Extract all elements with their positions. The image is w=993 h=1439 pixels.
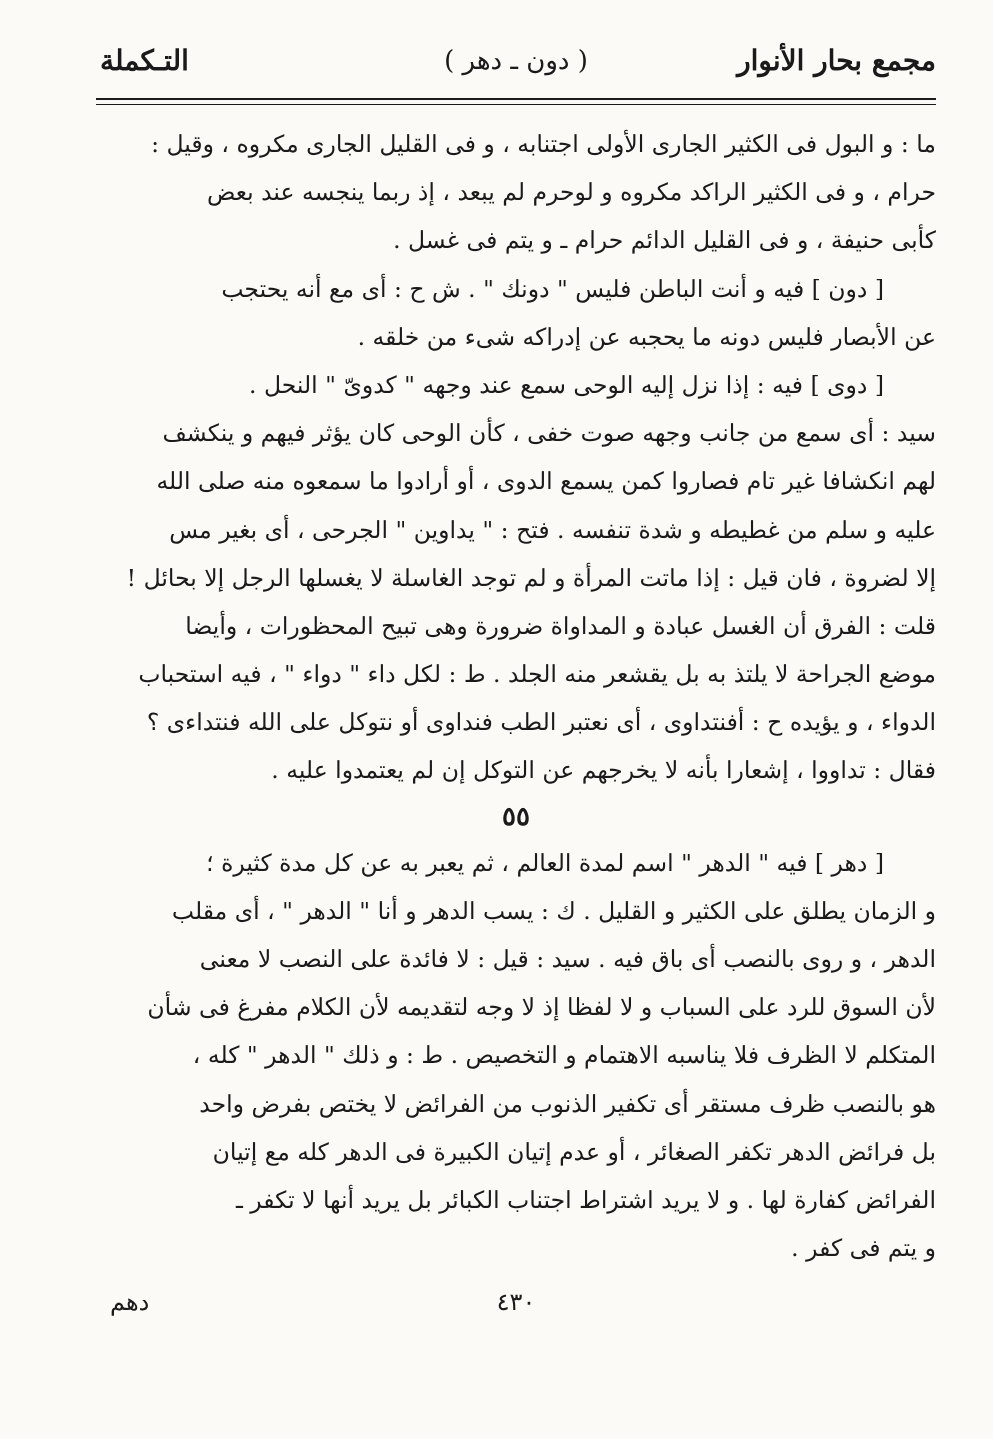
page-footer [96,1288,936,1328]
text-line: كأبى حنيفة ، و فى القليل الدائم حرام ـ و يتم فى غسل . [393,226,936,255]
text-line: عن الأبصار فليس دونه ما يحجبه عن إدراكه شىء من خلقه . [357,322,936,351]
header-entry-range: ( دون ـ دهر ) [444,46,588,76]
text-line: بل فرائض الدهر تكفر الصغائر ، أو عدم إتيان الكبيرة فى الدهر كله مع إتيان [212,1137,936,1166]
entry-start-line: [ دوى ] فيه : إذا نزل إليه الوحى سمع عند وجهه " كدوىّ " النحل . [249,370,884,399]
catchword: دهم [110,1288,150,1316]
text-line: حرام ، و فى الكثير الراكد مكروه و لوحرم لم يبعد ، إذ ربما ينجسه عند بعض [206,178,936,207]
header-rule-thick [96,98,936,100]
text-line: هو بالنصب ظرف مستقر أى تكفير الذنوب من الفرائض لا يختص بفرض واحد [199,1089,936,1118]
text-line: الدواء ، و يؤيده ح : أفنتداوى ، أى نعتبر الطب فنداوى أو نتوكل على الله فنتداءى ؟ [146,708,936,737]
page-body [96,120,936,1272]
text-line: فقال : تداووا ، إشعارا بأنه لا يخرجهم عن التوكل إن لم يعتمدوا عليه . [271,756,936,785]
text-line: المتكلم لا الظرف فلا يناسبه الاهتمام و التخصيص . ط : و ذلك " الدهر " كله ، [192,1041,936,1070]
entry-start-line: [ دون ] فيه و أنت الباطن فليس " دونك " . ش ح : أى مع أنه يحتجب [221,274,884,303]
text-line: الفرائض كفارة لها . و لا يريد اشتراط اجتناب الكبائر بل يريد أنها لا تكفر ـ [235,1185,936,1214]
text-line: الدهر ، و روى بالنصب أى باق فيه . سيد : قيل : لا فائدة على النصب لا معنى [199,945,936,973]
text-line: ما : و البول فى الكثير الجارى الأولى اجتنابه ، و فى القليل الجارى مكروه ، وقيل : [151,130,936,158]
header-section: التـكملة [100,44,189,77]
text-line: إلا لضروة ، فان قيل : إذا ماتت المرأة و لم توجد الغاسلة لا يغسلها الرجل إلا بحائل ! [126,563,936,592]
text-line: عليه و سلم من غطيطه و شدة تنفسه . فتح : " يداوين " الجرحى ، أى بغير مس [169,515,936,544]
text-line: لأن السوق للرد على السباب و لا لفظا إذ لا وجه لتقديمه لأن الكلام مفرغ فى شأن [147,993,936,1022]
header-rule-thin [96,104,936,105]
text-line: لهم انكشافا غير تام فصاروا كمن يسمع الدوى ، أو أرادوا ما سمعوه منه صلى الله [156,467,936,496]
running-header [96,44,936,92]
text-line: قلت : الفرق أن الغسل عبادة و المداواة ضرورة وهى تبيح المحظورات ، وأيضا [185,611,936,640]
header-book-title: مجمع بحار الأنوار [737,44,936,77]
section-number: ٥٥ [502,801,530,832]
page-number: ٤٣٠ [496,1288,536,1316]
text-line: موضع الجراحة لا يلتذ به بل يقشعر منه الجلد . ط : لكل داء " دواء " ، فيه استحباب [138,660,936,689]
text-line: و الزمان يطلق على الكثير و القليل . ك : يسب الدهر و أنا " الدهر " ، أى مقلب [171,896,936,925]
text-line: و يتم فى كفر . [791,1234,936,1263]
text-line: سيد : أى سمع من جانب وجهه صوت خفى ، كأن الوحى كان يؤثر فيهم و ينكشف [162,419,936,448]
entry-start-line: [ دهر ] فيه " الدهر " اسم لمدة العالم ، ثم يعبر به عن كل مدة كثيرة ؛ [206,848,884,877]
